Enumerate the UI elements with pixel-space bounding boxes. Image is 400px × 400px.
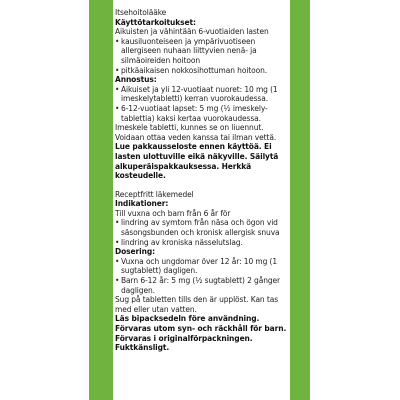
fi-instructions: Imeskele tabletti, kunnes se on liuennut. Voidaan ottaa veden kanssa tai ilman vettä.	[115, 123, 277, 142]
section-gap	[115, 181, 287, 190]
sv-usage-item: • lindring av symtom från näsa och ögon vid säsongsbunden och kronisk allergisk snuva	[115, 218, 287, 237]
fi-usage-heading: Käyttötarkoitukset:	[115, 17, 196, 27]
sv-dosage-list	[115, 257, 287, 295]
sv-usage-heading: Indikationer:	[115, 199, 169, 209]
sv-usage-intro: Till vuxna och barn från 6 år för	[115, 208, 231, 218]
fi-dosage-heading: Annostus:	[115, 75, 157, 85]
sv-category: Receptfritt läkemedel	[115, 189, 194, 199]
fi-dosage-item: • 6-12-vuotiaat lapset: 5 mg (½ imeskely-tablettia) kaksi kertaa vuorokaudessa.	[115, 104, 287, 123]
sv-usage-list	[115, 218, 287, 247]
fi-usage-item: • pitkäaikaisen nokkosihottuman hoitoon.	[115, 66, 287, 76]
fi-dosage-item: • Aikuiset ja yli 12-vuotiaat nuoret: 10 mg (1 imeskelytabletti) kerran vuorokaudessa.	[115, 85, 287, 104]
fi-category: Itsehoitolääke	[115, 8, 167, 17]
fi-dosage-list	[115, 85, 287, 123]
label-text	[115, 8, 287, 353]
sv-dosage-heading: Dosering:	[115, 247, 156, 257]
green-side-panel-right	[290, 0, 310, 400]
sv-instructions: Sug på tabletten tills den är upplöst. Kan tas med eller utan vatten.	[115, 295, 279, 314]
sv-dosage-item: • Barn 6-12 år: 5 mg (½ sugtablett) 2 gånger dagligen.	[115, 276, 287, 295]
fi-usage-intro: Aikuisten ja vähintään 6-vuotiaiden lasten	[115, 27, 269, 37]
fi-usage-item: • kausiluonteiseen ja ympärivuotiseen allergiseen nuhaan liittyvien nenä- ja silmäoireiden hoitoon	[115, 37, 287, 66]
sv-usage-item: • lindring av kroniska nässelutslag.	[115, 238, 287, 248]
green-side-panel-left	[89, 0, 113, 400]
sv-dosage-item: • Vuxna och ungdomar över 12 år: 10 mg (1 sugtablett) dagligen.	[115, 257, 287, 276]
fi-usage-list	[115, 37, 287, 75]
fi-warnings: Lue pakkausseloste ennen käyttöä. Ei lasten ulottuville eikä näkyville. Säilytä alkuperäispakkauksessa. Herkkä kosteudelle.	[115, 142, 279, 181]
sv-warnings: Läs bipacksedeln före användning. Förvaras utom syn- och räckhåll för barn. Förvaras i originalförpackningen. Fuktkänsligt.	[115, 314, 287, 353]
